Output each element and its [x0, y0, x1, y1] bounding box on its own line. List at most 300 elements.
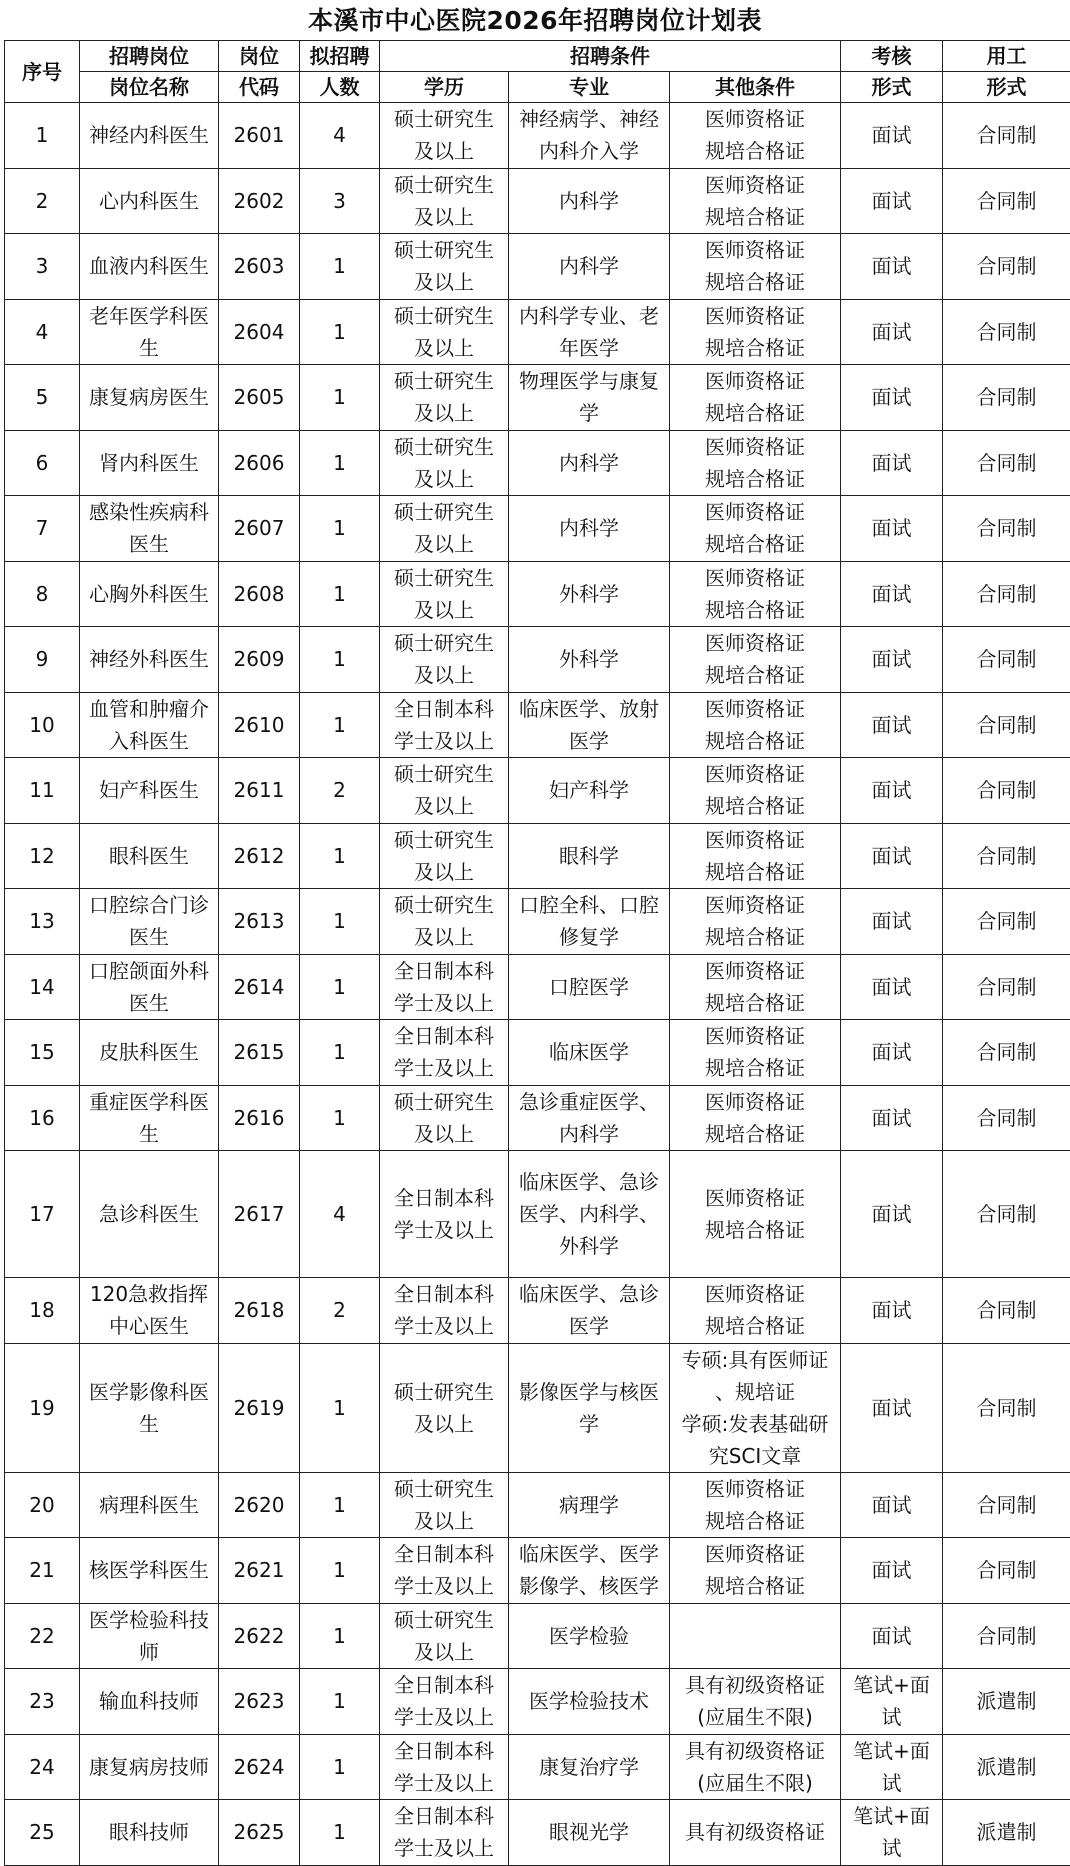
other-line: 规培合格证	[672, 463, 838, 495]
cell-major	[509, 823, 670, 889]
cell-exam	[841, 823, 943, 889]
other-line: 医师资格证	[672, 1086, 838, 1118]
header-count-bottom: 人数	[300, 72, 380, 103]
cell-seq: 3	[5, 234, 80, 300]
cell-employ: 合同制	[943, 1538, 1070, 1604]
cell-exam	[841, 1538, 943, 1604]
cell-post-code: 2616	[219, 1085, 300, 1151]
other-line: 医师资格证	[672, 1278, 838, 1310]
cell-major	[509, 1278, 670, 1344]
education-line: 硕士研究生	[382, 1473, 506, 1505]
cell-post-name	[80, 1343, 219, 1472]
cell-other	[670, 299, 841, 365]
other-line: 具有初级资格证	[672, 1816, 838, 1848]
cell-major	[509, 954, 670, 1020]
cell-count: 1	[300, 1538, 380, 1604]
header-major: 专业	[509, 72, 670, 103]
cell-major	[509, 1085, 670, 1151]
other-line: 规培合格证	[672, 659, 838, 691]
cell-education	[380, 1472, 509, 1538]
exam-line: 面试	[843, 447, 940, 479]
major-line: 临床医学、急诊	[511, 1166, 667, 1198]
post-name-line: 口腔综合门诊	[82, 889, 216, 921]
major-line: 眼视光学	[511, 1816, 667, 1848]
cell-post-code: 2614	[219, 954, 300, 1020]
post-name-line: 中心医生	[82, 1310, 216, 1342]
cell-education	[380, 430, 509, 496]
cell-education	[380, 954, 509, 1020]
other-line: 具有初级资格证	[672, 1735, 838, 1767]
education-line: 学士及以上	[382, 1052, 506, 1084]
post-name-line: 心胸外科医生	[82, 578, 216, 610]
cell-count: 3	[300, 168, 380, 234]
exam-line: 面试	[843, 971, 940, 1003]
cell-post-name	[80, 430, 219, 496]
cell-major	[509, 758, 670, 824]
cell-exam	[841, 692, 943, 758]
post-name-line: 120急救指挥	[82, 1278, 216, 1310]
cell-major	[509, 1734, 670, 1800]
exam-line: 面试	[843, 578, 940, 610]
cell-post-code: 2606	[219, 430, 300, 496]
other-line: 规培合格证	[672, 1570, 838, 1602]
table-row	[5, 1151, 1070, 1278]
cell-other	[670, 234, 841, 300]
education-line: 及以上	[382, 135, 506, 167]
table-row	[5, 103, 1070, 169]
major-line: 影像医学与核医	[511, 1376, 667, 1408]
cell-other	[670, 430, 841, 496]
cell-exam	[841, 234, 943, 300]
table-row	[5, 234, 1070, 300]
cell-education	[380, 1151, 509, 1278]
cell-post-code: 2623	[219, 1669, 300, 1735]
cell-post-code: 2603	[219, 234, 300, 300]
education-line: 学士及以上	[382, 1701, 506, 1733]
cell-employ: 合同制	[943, 1472, 1070, 1538]
cell-employ: 派遣制	[943, 1669, 1070, 1735]
cell-other	[670, 627, 841, 693]
cell-major	[509, 234, 670, 300]
cell-employ: 合同制	[943, 103, 1070, 169]
cell-education	[380, 627, 509, 693]
cell-exam	[841, 1151, 943, 1278]
cell-post-name	[80, 758, 219, 824]
cell-post-code: 2602	[219, 168, 300, 234]
cell-major	[509, 1151, 670, 1278]
table-row	[5, 1472, 1070, 1538]
cell-employ: 派遣制	[943, 1734, 1070, 1800]
cell-seq: 21	[5, 1538, 80, 1604]
post-name-line: 生	[82, 1408, 216, 1440]
major-line: 年医学	[511, 332, 667, 364]
table-row	[5, 1538, 1070, 1604]
exam-line: 面试	[843, 905, 940, 937]
cell-post-code: 2609	[219, 627, 300, 693]
major-line: 医学	[511, 1310, 667, 1342]
education-line: 硕士研究生	[382, 234, 506, 266]
cell-major	[509, 299, 670, 365]
cell-employ: 合同制	[943, 758, 1070, 824]
cell-major	[509, 692, 670, 758]
post-name-line: 血管和肿瘤介	[82, 693, 216, 725]
cell-count: 1	[300, 823, 380, 889]
other-line: 规培合格证	[672, 1118, 838, 1150]
post-name-line: 急诊科医生	[82, 1198, 216, 1230]
exam-line: 笔试+面	[843, 1800, 940, 1832]
cell-major	[509, 1472, 670, 1538]
major-line: 医学、内科学、	[511, 1198, 667, 1230]
exam-line: 面试	[843, 185, 940, 217]
header-employ-bottom: 形式	[943, 72, 1070, 103]
cell-count: 1	[300, 234, 380, 300]
education-line: 及以上	[382, 659, 506, 691]
major-line: 急诊重症医学、	[511, 1086, 667, 1118]
cell-education	[380, 234, 509, 300]
cell-seq: 20	[5, 1472, 80, 1538]
major-line: 病理学	[511, 1489, 667, 1521]
major-line: 妇产科学	[511, 774, 667, 806]
post-name-line: 输血科技师	[82, 1685, 216, 1717]
cell-employ: 合同制	[943, 561, 1070, 627]
exam-line: 面试	[843, 316, 940, 348]
other-line: 规培合格证	[672, 1052, 838, 1084]
post-name-line: 康复病房医生	[82, 381, 216, 413]
other-line: 医师资格证	[672, 889, 838, 921]
education-line: 及以上	[382, 528, 506, 560]
cell-count: 2	[300, 758, 380, 824]
cell-major	[509, 496, 670, 562]
table-row	[5, 627, 1070, 693]
exam-line: 面试	[843, 512, 940, 544]
cell-education	[380, 1343, 509, 1472]
cell-employ: 合同制	[943, 627, 1070, 693]
education-line: 全日制本科	[382, 955, 506, 987]
major-line: 内科学专业、老	[511, 300, 667, 332]
exam-line: 面试	[843, 1489, 940, 1521]
other-line: 学硕:发表基础研	[672, 1408, 838, 1440]
cell-employ: 合同制	[943, 1151, 1070, 1278]
header-post-name: 岗位名称	[80, 72, 219, 103]
cell-count: 4	[300, 1151, 380, 1278]
post-name-line: 生	[82, 332, 216, 364]
cell-post-name	[80, 627, 219, 693]
cell-count: 1	[300, 561, 380, 627]
cell-exam	[841, 954, 943, 1020]
cell-exam	[841, 1734, 943, 1800]
cell-education	[380, 1278, 509, 1344]
cell-education	[380, 103, 509, 169]
other-line: 究SCI文章	[672, 1440, 838, 1472]
post-name-line: 感染性疾病科	[82, 496, 216, 528]
cell-post-name	[80, 1085, 219, 1151]
major-line: 学	[511, 1408, 667, 1440]
header-employ-top: 用工	[943, 41, 1070, 72]
table-row	[5, 954, 1070, 1020]
exam-line: 面试	[843, 1294, 940, 1326]
cell-other	[670, 1472, 841, 1538]
post-name-line: 生	[82, 1118, 216, 1150]
table-row	[5, 1085, 1070, 1151]
cell-employ: 合同制	[943, 299, 1070, 365]
cell-post-code: 2611	[219, 758, 300, 824]
cell-count: 4	[300, 103, 380, 169]
cell-post-code: 2612	[219, 823, 300, 889]
cell-other	[670, 1151, 841, 1278]
cell-exam	[841, 168, 943, 234]
major-line: 口腔医学	[511, 971, 667, 1003]
cell-major	[509, 1800, 670, 1866]
cell-employ: 合同制	[943, 168, 1070, 234]
cell-post-name	[80, 1800, 219, 1866]
post-name-line: 康复病房技师	[82, 1751, 216, 1783]
cell-education	[380, 168, 509, 234]
cell-exam	[841, 1603, 943, 1669]
exam-line: 试	[843, 1832, 940, 1864]
education-line: 学士及以上	[382, 725, 506, 757]
table-row	[5, 758, 1070, 824]
exam-line: 试	[843, 1701, 940, 1733]
cell-seq: 13	[5, 889, 80, 955]
exam-line: 面试	[843, 250, 940, 282]
exam-line: 笔试+面	[843, 1735, 940, 1767]
cell-post-name	[80, 365, 219, 431]
major-line: 影像学、核医学	[511, 1570, 667, 1602]
table-row	[5, 299, 1070, 365]
post-name-line: 神经外科医生	[82, 643, 216, 675]
major-line: 内科学	[511, 185, 667, 217]
cell-post-code: 2601	[219, 103, 300, 169]
cell-exam	[841, 365, 943, 431]
major-line: 临床医学	[511, 1036, 667, 1068]
major-line: 眼科学	[511, 840, 667, 872]
post-name-line: 妇产科医生	[82, 774, 216, 806]
post-name-line: 入科医生	[82, 725, 216, 757]
cell-education	[380, 1603, 509, 1669]
cell-other	[670, 1343, 841, 1472]
cell-other	[670, 1603, 841, 1669]
exam-line: 面试	[843, 774, 940, 806]
major-line: 康复治疗学	[511, 1751, 667, 1783]
education-line: 及以上	[382, 1636, 506, 1668]
cell-post-code: 2615	[219, 1020, 300, 1086]
education-line: 硕士研究生	[382, 169, 506, 201]
cell-employ: 合同制	[943, 1603, 1070, 1669]
header-code-bottom: 代码	[219, 72, 300, 103]
cell-post-code: 2620	[219, 1472, 300, 1538]
cell-post-code: 2622	[219, 1603, 300, 1669]
cell-seq: 7	[5, 496, 80, 562]
education-line: 及以上	[382, 1505, 506, 1537]
education-line: 硕士研究生	[382, 824, 506, 856]
cell-post-code: 2610	[219, 692, 300, 758]
cell-other	[670, 1278, 841, 1344]
cell-exam	[841, 1278, 943, 1344]
education-line: 及以上	[382, 266, 506, 298]
cell-seq: 9	[5, 627, 80, 693]
cell-seq: 2	[5, 168, 80, 234]
cell-education	[380, 1734, 509, 1800]
cell-other	[670, 692, 841, 758]
cell-post-code: 2619	[219, 1343, 300, 1472]
cell-exam	[841, 1020, 943, 1086]
cell-seq: 12	[5, 823, 80, 889]
cell-post-name	[80, 823, 219, 889]
header-post-group: 招聘岗位	[80, 41, 219, 72]
education-line: 全日制本科	[382, 1735, 506, 1767]
cell-post-name	[80, 692, 219, 758]
cell-count: 1	[300, 692, 380, 758]
other-line: 医师资格证	[672, 627, 838, 659]
cell-other	[670, 954, 841, 1020]
cell-post-name	[80, 1472, 219, 1538]
education-line: 硕士研究生	[382, 627, 506, 659]
education-line: 硕士研究生	[382, 1086, 506, 1118]
cell-other	[670, 1734, 841, 1800]
table-row	[5, 365, 1070, 431]
header-exam-bottom: 形式	[841, 72, 943, 103]
cell-post-code: 2624	[219, 1734, 300, 1800]
cell-post-code: 2621	[219, 1538, 300, 1604]
cell-count: 1	[300, 889, 380, 955]
cell-post-code: 2618	[219, 1278, 300, 1344]
cell-count: 1	[300, 1020, 380, 1086]
exam-line: 面试	[843, 840, 940, 872]
cell-other	[670, 823, 841, 889]
cell-other	[670, 365, 841, 431]
other-line: 医师资格证	[672, 955, 838, 987]
other-line: 医师资格证	[672, 169, 838, 201]
education-line: 硕士研究生	[382, 889, 506, 921]
other-line: 医师资格证	[672, 1473, 838, 1505]
cell-post-name	[80, 561, 219, 627]
cell-post-name	[80, 103, 219, 169]
cell-exam	[841, 1085, 943, 1151]
cell-major	[509, 1020, 670, 1086]
other-line: 医师资格证	[672, 1020, 838, 1052]
education-line: 学士及以上	[382, 1570, 506, 1602]
major-line: 外科学	[511, 578, 667, 610]
other-line: 专硕:具有医师证	[672, 1344, 838, 1376]
cell-post-name	[80, 168, 219, 234]
major-line: 内科学	[511, 512, 667, 544]
cell-other	[670, 1085, 841, 1151]
cell-post-name	[80, 234, 219, 300]
other-line: 医师资格证	[672, 1182, 838, 1214]
education-line: 全日制本科	[382, 1800, 506, 1832]
education-line: 及以上	[382, 397, 506, 429]
cell-exam	[841, 1343, 943, 1472]
other-line: 规培合格证	[672, 266, 838, 298]
cell-education	[380, 758, 509, 824]
other-line: 规培合格证	[672, 1505, 838, 1537]
major-line: 内科学	[511, 1118, 667, 1150]
cell-count: 1	[300, 496, 380, 562]
education-line: 全日制本科	[382, 1020, 506, 1052]
cell-seq: 6	[5, 430, 80, 496]
post-name-line: 医生	[82, 921, 216, 953]
education-line: 全日制本科	[382, 1278, 506, 1310]
other-line: 规培合格证	[672, 201, 838, 233]
cell-other	[670, 758, 841, 824]
post-name-line: 皮肤科医生	[82, 1036, 216, 1068]
cell-count: 1	[300, 299, 380, 365]
table-row	[5, 168, 1070, 234]
cell-employ: 合同制	[943, 692, 1070, 758]
other-line: 规培合格证	[672, 921, 838, 953]
education-line: 及以上	[382, 463, 506, 495]
other-line: 规培合格证	[672, 397, 838, 429]
education-line: 学士及以上	[382, 1832, 506, 1864]
cell-post-name	[80, 496, 219, 562]
major-line: 物理医学与康复	[511, 365, 667, 397]
education-line: 学士及以上	[382, 987, 506, 1019]
education-line: 学士及以上	[382, 1214, 506, 1246]
education-line: 全日制本科	[382, 693, 506, 725]
other-line: 医师资格证	[672, 562, 838, 594]
header-conditions: 招聘条件	[380, 41, 841, 72]
exam-line: 面试	[843, 1392, 940, 1424]
other-line: 医师资格证	[672, 824, 838, 856]
cell-seq: 5	[5, 365, 80, 431]
cell-count: 1	[300, 1800, 380, 1866]
cell-education	[380, 889, 509, 955]
cell-other	[670, 1538, 841, 1604]
major-line: 内科学	[511, 447, 667, 479]
major-line: 神经病学、神经	[511, 103, 667, 135]
exam-line: 面试	[843, 1620, 940, 1652]
education-line: 及以上	[382, 594, 506, 626]
post-name-line: 师	[82, 1636, 216, 1668]
other-line: 规培合格证	[672, 790, 838, 822]
header-code-top: 岗位	[219, 41, 300, 72]
cell-count: 1	[300, 627, 380, 693]
major-line: 外科学	[511, 1230, 667, 1262]
cell-exam	[841, 758, 943, 824]
cell-post-code: 2608	[219, 561, 300, 627]
education-line: 及以上	[382, 332, 506, 364]
cell-other	[670, 1800, 841, 1866]
cell-seq: 15	[5, 1020, 80, 1086]
cell-post-name	[80, 1603, 219, 1669]
post-name-line: 眼科医生	[82, 840, 216, 872]
other-line: 医师资格证	[672, 365, 838, 397]
cell-count: 1	[300, 1734, 380, 1800]
other-line: 规培合格证	[672, 725, 838, 757]
other-line: 规培合格证	[672, 1214, 838, 1246]
cell-count: 1	[300, 954, 380, 1020]
cell-exam	[841, 103, 943, 169]
education-line: 硕士研究生	[382, 758, 506, 790]
other-line: 医师资格证	[672, 431, 838, 463]
cell-seq: 17	[5, 1151, 80, 1278]
cell-education	[380, 1669, 509, 1735]
major-line: 学	[511, 397, 667, 429]
post-name-line: 医生	[82, 987, 216, 1019]
cell-major	[509, 103, 670, 169]
table-row	[5, 1278, 1070, 1344]
cell-post-name	[80, 1278, 219, 1344]
post-name-line: 血液内科医生	[82, 250, 216, 282]
other-line: 规培合格证	[672, 332, 838, 364]
major-line: 修复学	[511, 921, 667, 953]
cell-seq: 18	[5, 1278, 80, 1344]
cell-seq: 8	[5, 561, 80, 627]
cell-major	[509, 1669, 670, 1735]
cell-count: 1	[300, 1669, 380, 1735]
cell-seq: 16	[5, 1085, 80, 1151]
education-line: 硕士研究生	[382, 300, 506, 332]
